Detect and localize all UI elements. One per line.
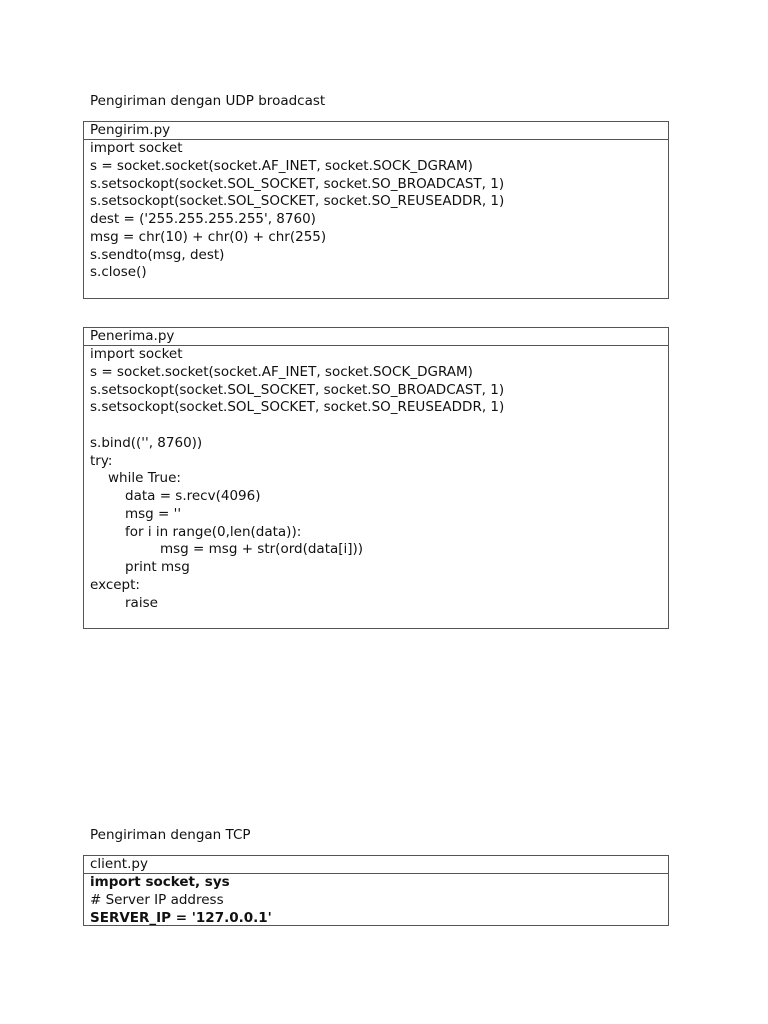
tcp-section-heading: Pengiriman dengan TCP bbox=[90, 827, 251, 843]
pengirim-title: Pengirim.py bbox=[84, 122, 668, 140]
code-line: dest = ('255.255.255.255', 8760) bbox=[90, 211, 316, 227]
code-line: try: bbox=[90, 452, 113, 469]
blank-line bbox=[90, 417, 668, 435]
code-line: msg = msg + str(ord(data[i])) bbox=[160, 541, 364, 558]
code-line: s.setsockopt(socket.SOL_SOCKET, socket.SO_BROADCAST, 1) bbox=[90, 175, 505, 192]
udp-section-heading: Pengiriman dengan UDP broadcast bbox=[90, 93, 326, 109]
code-line: msg = '' bbox=[125, 505, 182, 522]
code-line: s.setsockopt(socket.SOL_SOCKET, socket.SO_REUSEADDR, 1) bbox=[90, 193, 505, 210]
code-line: print msg bbox=[125, 559, 190, 575]
code-line: import socket bbox=[90, 140, 183, 156]
penerima-code-box bbox=[83, 327, 669, 629]
code-line: raise bbox=[125, 594, 158, 611]
code-line: SERVER_IP = '127.0.0.1' bbox=[90, 909, 272, 926]
client-code-box bbox=[83, 855, 669, 926]
code-line: s.close() bbox=[90, 264, 147, 281]
client-code bbox=[84, 874, 668, 927]
code-line: data = s.recv(4096) bbox=[125, 488, 261, 504]
pengirim-code-box bbox=[83, 121, 669, 299]
code-line: msg = chr(10) + chr(0) + chr(255) bbox=[90, 228, 327, 245]
penerima-title: Penerima.py bbox=[84, 328, 668, 346]
code-line: s.sendto(msg, dest) bbox=[90, 246, 225, 263]
code-line: import socket, sys bbox=[90, 874, 230, 890]
client-title: client.py bbox=[84, 856, 668, 874]
code-line: import socket bbox=[90, 346, 183, 362]
code-line: s = socket.socket(socket.AF_INET, socket.SOCK_DGRAM) bbox=[90, 157, 473, 174]
code-line: while True: bbox=[108, 470, 181, 487]
code-line: for i in range(0,len(data)): bbox=[125, 523, 302, 540]
code-comment-line: # Server IP address bbox=[90, 891, 224, 908]
code-line: except: bbox=[90, 576, 140, 593]
code-line: s.setsockopt(socket.SOL_SOCKET, socket.SO_REUSEADDR, 1) bbox=[90, 399, 505, 416]
code-line: s = socket.socket(socket.AF_INET, socket.SOCK_DGRAM) bbox=[90, 363, 473, 380]
penerima-code bbox=[84, 346, 668, 612]
code-line: s.setsockopt(socket.SOL_SOCKET, socket.SO_BROADCAST, 1) bbox=[90, 381, 505, 398]
pengirim-code bbox=[84, 140, 668, 282]
code-line: s.bind(('', 8760)) bbox=[90, 434, 203, 451]
